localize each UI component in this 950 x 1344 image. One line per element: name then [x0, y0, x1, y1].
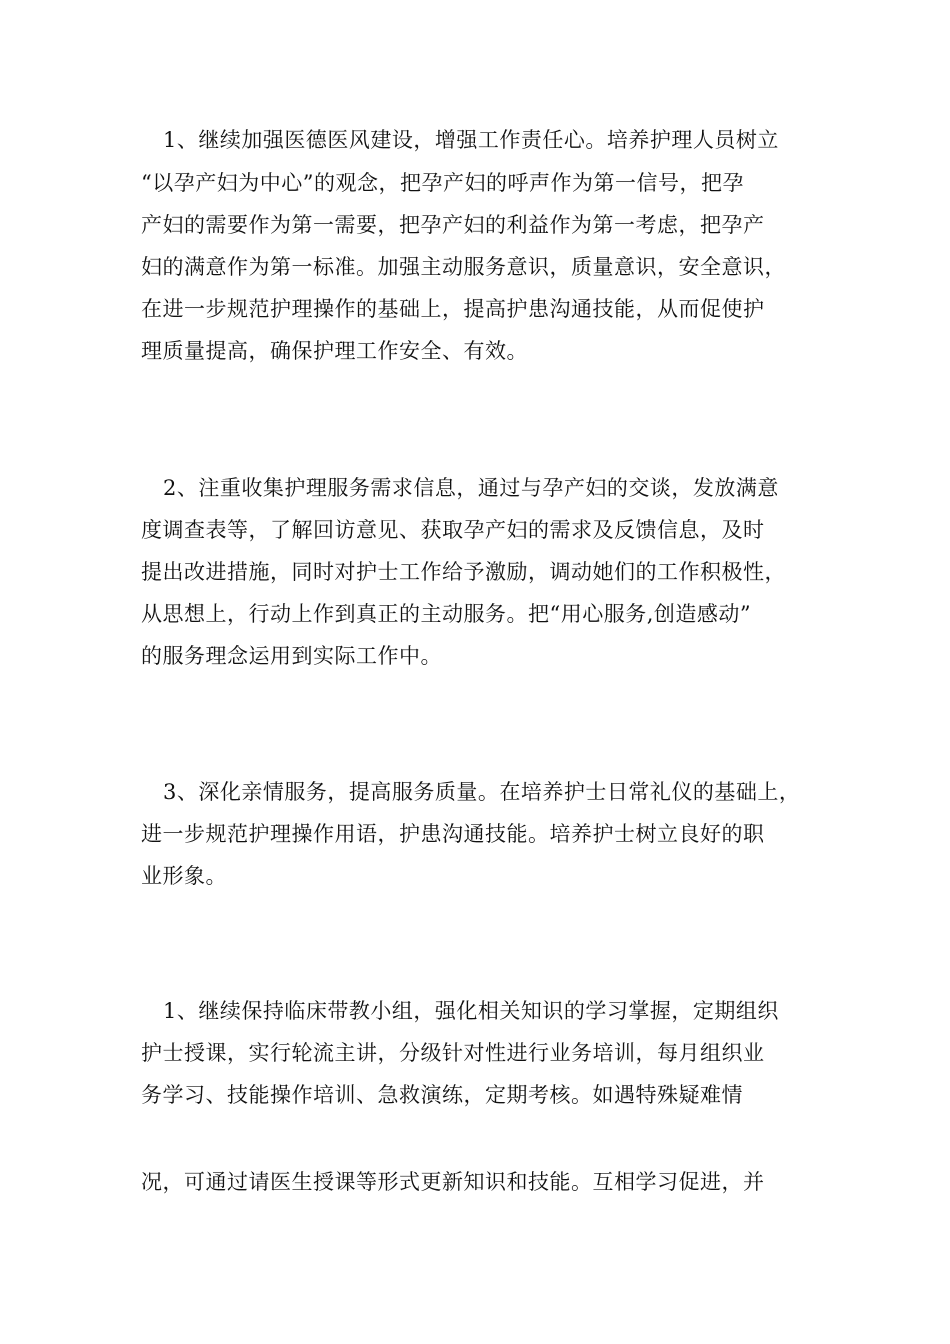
paragraph-line: 1、继续保持临床带教小组，强化相关知识的学习掌握，定期组织	[163, 999, 779, 1023]
paragraph-line: 提出改进措施，同时对护士工作给予激励，调动她们的工作积极性，	[141, 560, 786, 584]
paragraph-line: 3、深化亲情服务，提高服务质量。在培养护士日常礼仪的基础上，	[163, 780, 801, 804]
paragraph-line: 护士授课，实行轮流主讲，分级针对性进行业务培训，每月组织业	[141, 1041, 765, 1065]
paragraph-line: 的服务理念运用到实际工作中。	[141, 644, 442, 668]
paragraph-line: 业形象。	[141, 864, 227, 888]
paragraph-line: 妇的满意作为第一标准。加强主动服务意识，质量意识，安全意识，	[141, 255, 786, 279]
paragraph-line: 2、注重收集护理服务需求信息，通过与孕产妇的交谈，发放满意	[163, 476, 779, 500]
paragraph-line: 1、继续加强医德医风建设，增强工作责任心。培养护理人员树立	[163, 128, 779, 152]
paragraph-line: 产妇的需要作为第一需要，把孕产妇的利益作为第一考虑，把孕产	[141, 213, 765, 237]
paragraph-line: 从思想上，行动上作到真正的主动服务。把“用心服务,创造感动”	[141, 602, 752, 626]
paragraph-line: 况，可通过请医生授课等形式更新知识和技能。互相学习促进，并	[141, 1170, 765, 1194]
paragraph-line: 务学习、技能操作培训、急救演练，定期考核。如遇特殊疑难情	[141, 1083, 743, 1107]
paragraph-line: “以孕产妇为中心”的观念，把孕产妇的呼声作为第一信号，把孕	[141, 171, 744, 195]
paragraph-line: 理质量提高，确保护理工作安全、有效。	[141, 339, 528, 363]
paragraph-line: 在进一步规范护理操作的基础上，提高护患沟通技能，从而促使护	[141, 297, 765, 321]
paragraph-line: 进一步规范护理操作用语，护患沟通技能。培养护士树立良好的职	[141, 822, 765, 846]
paragraph-line: 度调查表等，了解回访意见、获取孕产妇的需求及反馈信息，及时	[141, 518, 765, 542]
